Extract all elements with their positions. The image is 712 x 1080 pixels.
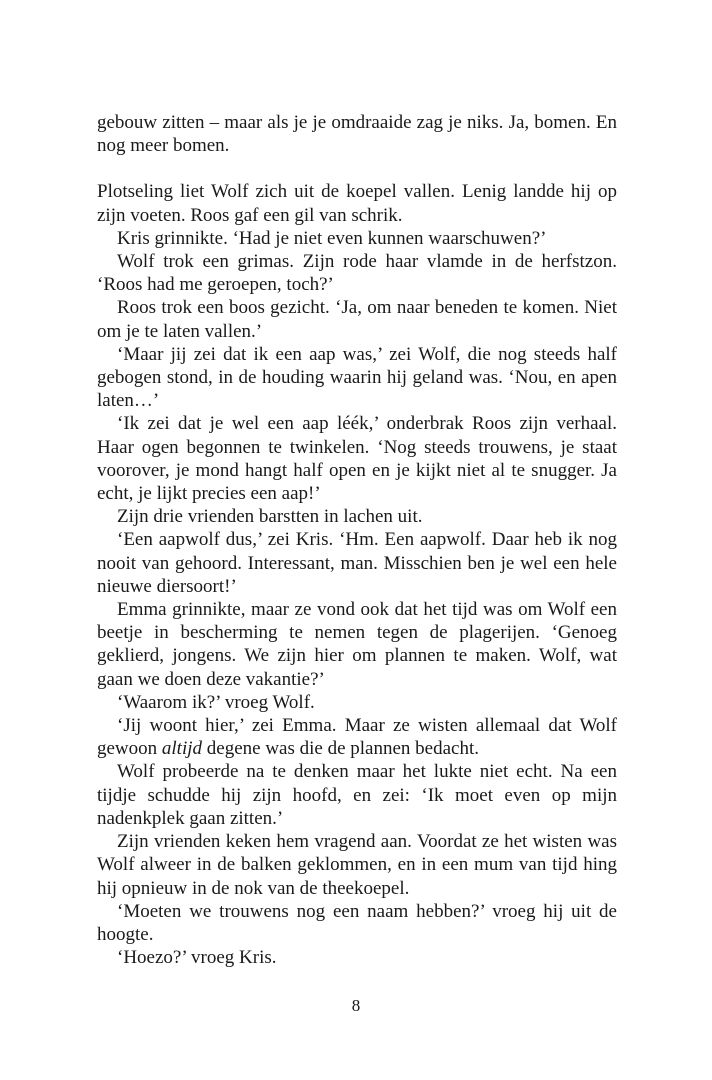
paragraph: Zijn vrienden keken hem vragend aan. Voordat ze het wisten was Wolf alweer in de balken geklommen, en in een mum van tijd hing hij opnieuw in de nok van de theekoepel. <box>97 831 617 899</box>
paragraph-text: degene was die de plannen bedacht. <box>202 738 479 760</box>
paragraph: Emma grinnikte, maar ze vond ook dat het tijd was om Wolf een beetje in bescherming te nemen tegen de plagerijen. ‘Genoeg geklierd, jongens. We zijn hier om plannen te maken. Wolf, wat gaan we doen deze vakantie?’ <box>97 599 617 690</box>
paragraph: ‘Maar jij zei dat ik een aap was,’ zei Wolf, die nog steeds half gebogen stond, in de houding waarin hij geland was. ‘Nou, en apen laten…’ <box>97 343 617 412</box>
paragraph: ‘Moeten we trouwens nog een naam hebben?’ vroeg hij uit de hoogte. <box>97 900 617 945</box>
paragraph: ‘Een aapwolf dus,’ zei Kris. ‘Hm. Een aapwolf. Daar heb ik nog nooit van gehoord. Interessant, man. Misschien ben je wel een hele nieuwe diersoort!’ <box>97 529 617 597</box>
paragraph: Wolf trok een grimas. Zijn rode haar vlamde in de herfstzon. ‘Roos had me geroepen, toch?’ <box>97 251 617 296</box>
paragraph <box>97 714 617 760</box>
paragraph: Kris grinnikte. ‘Had je niet even kunnen waarschuwen?’ <box>117 227 547 249</box>
page-number: 8 <box>351 996 361 1015</box>
emphasized-word: altijd <box>161 738 203 760</box>
paragraph: Wolf probeerde na te denken maar het lukte niet echt. Na een tijdje schudde hij zijn hoofd, en zei: ‘Ik moet even op mijn nadenkplek gaan zitten.’ <box>97 761 617 829</box>
paragraph: ‘Waarom ik?’ vroeg Wolf. <box>117 691 315 713</box>
paragraph: ‘Hoezo?’ vroeg Kris. <box>117 947 277 969</box>
paragraph: Zijn drie vrienden barstten in lachen uit. <box>117 506 423 528</box>
paragraph-text: ‘Jij woont hier,’ zei Emma. Maar ze wisten allemaal dat Wolf gewoon <box>97 715 617 760</box>
paragraph: Roos trok een boos gezicht. ‘Ja, om naar beneden te komen. Niet om je te laten vallen.’ <box>97 297 617 342</box>
page-body <box>97 111 617 969</box>
paragraph: Plotseling liet Wolf zich uit de koepel vallen. Lenig landde hij op zijn voeten. Roos gaf een gil van schrik. <box>97 181 617 226</box>
opening-paragraph: gebouw zitten – maar als je je omdraaide zag je niks. Ja, bomen. En nog meer bomen. <box>97 112 617 157</box>
section-break <box>97 157 617 180</box>
paragraph: ‘Ik zei dat je wel een aap léék,’ onderbrak Roos zijn verhaal. Haar ogen begonnen te twinkelen. ‘Nog steeds trouwens, je staat voorover, je mond hangt half open en je kijkt niet al te snugger. Ja echt, je lijkt precies een aap!’ <box>97 413 617 505</box>
